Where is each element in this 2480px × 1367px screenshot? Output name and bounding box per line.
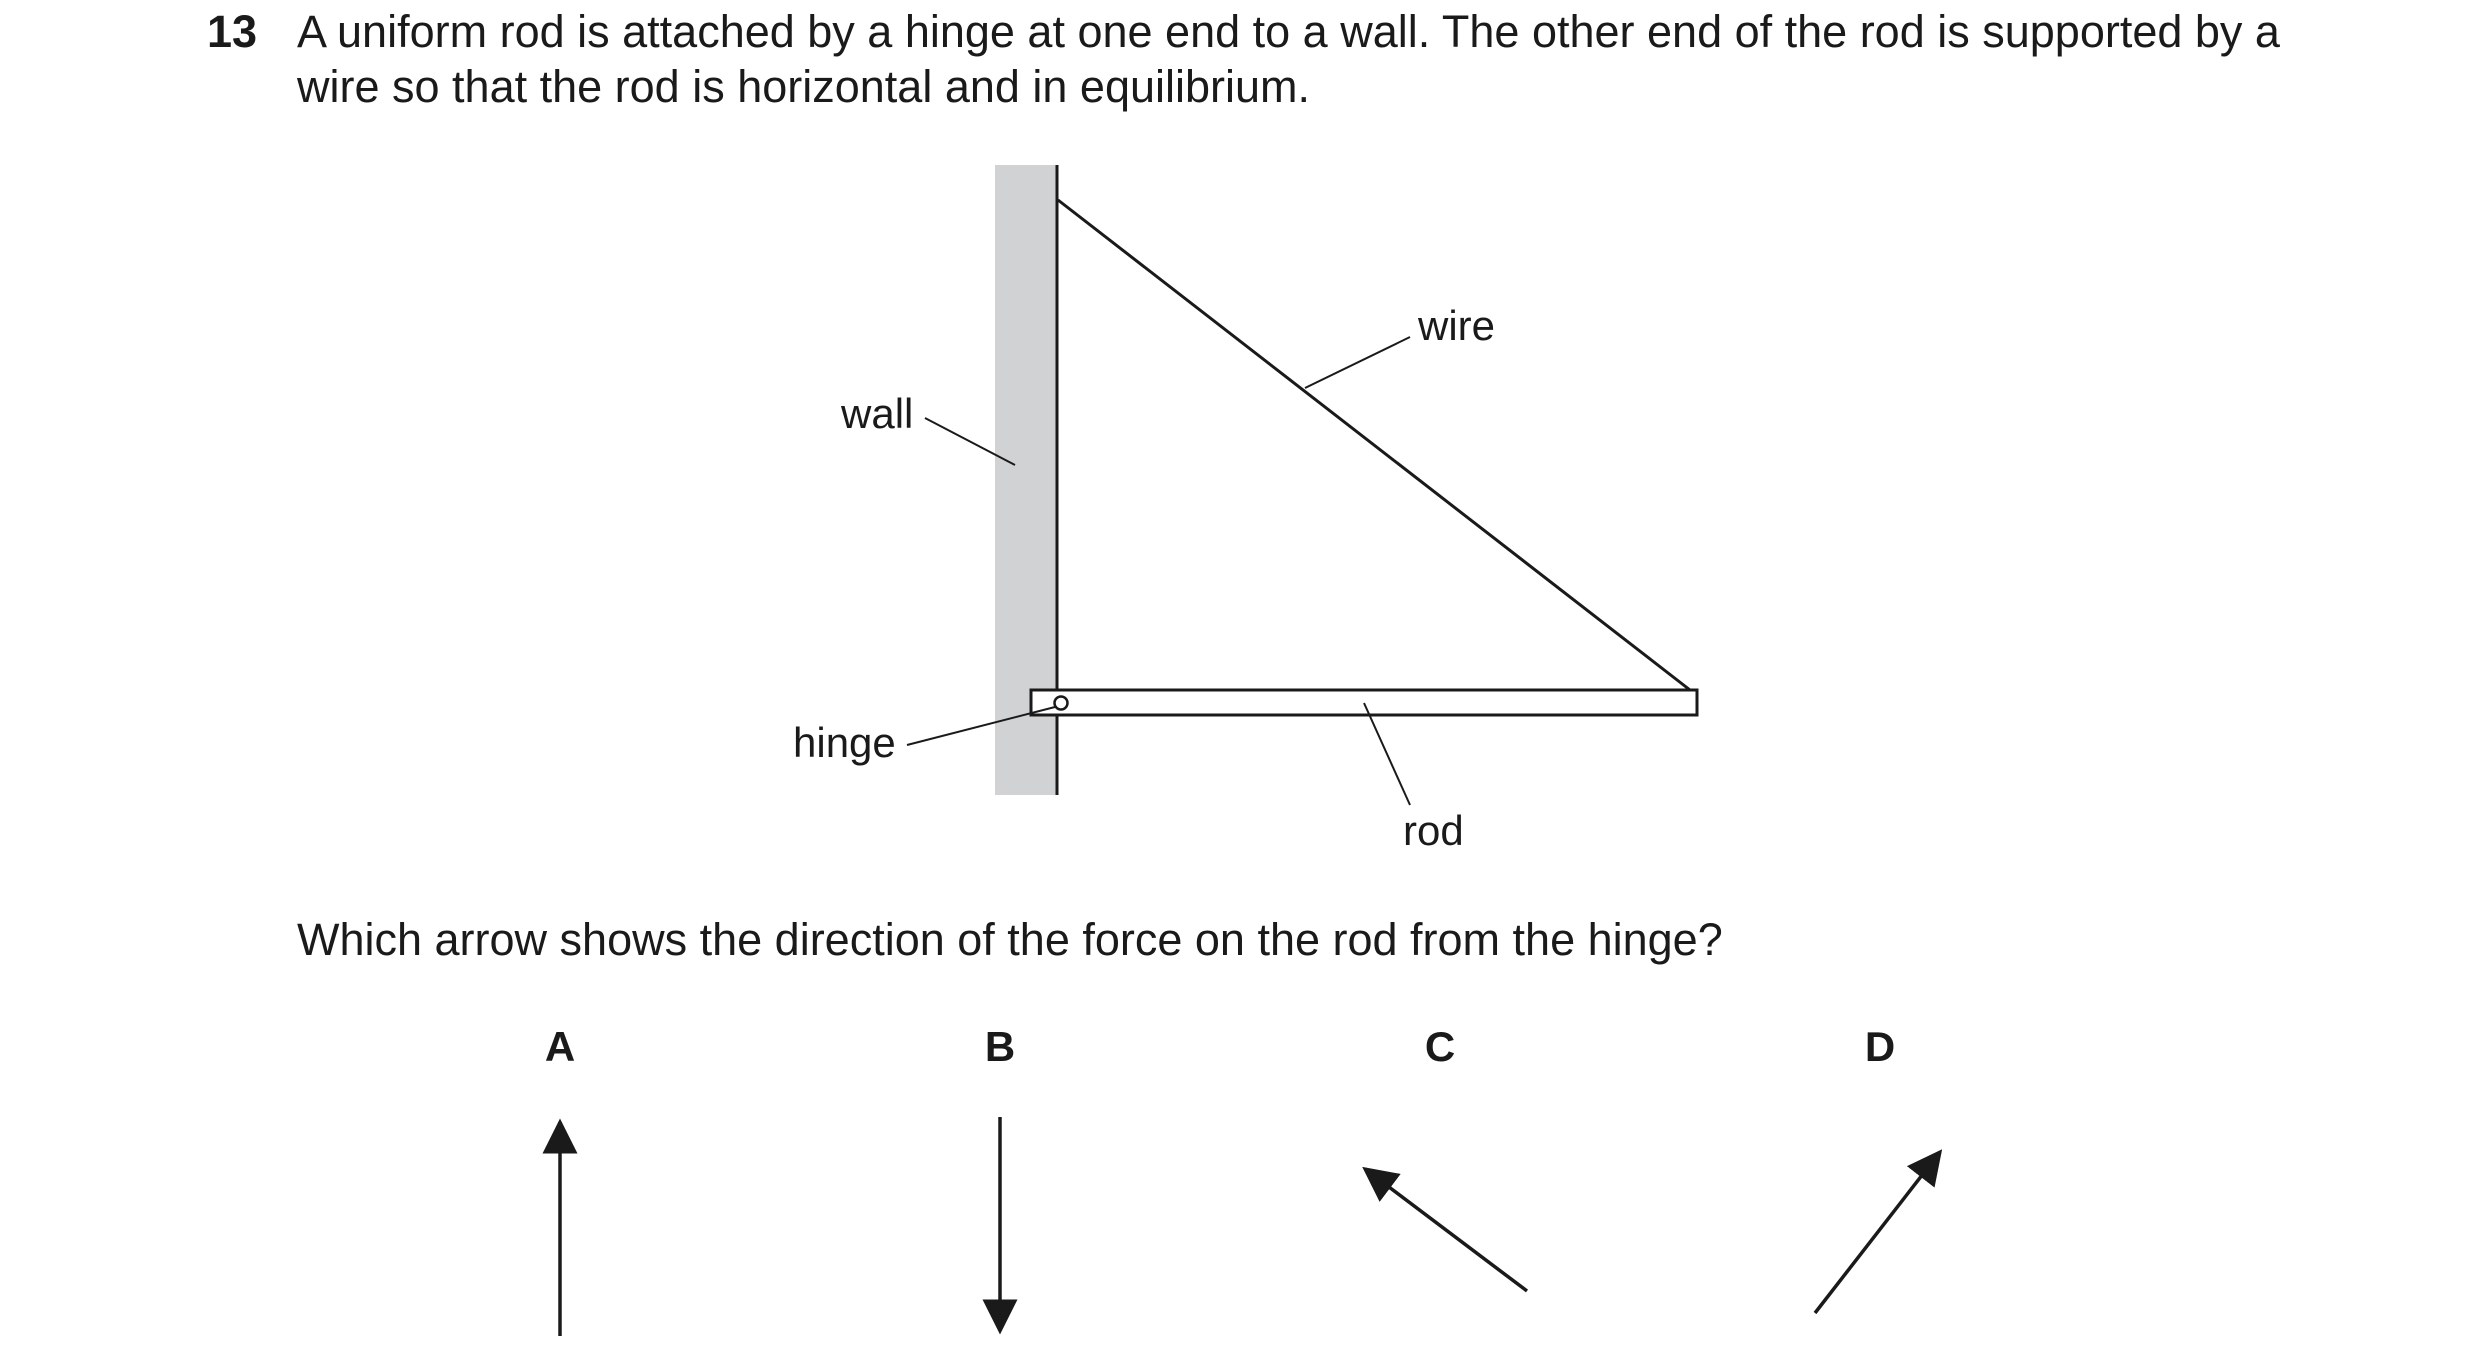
- hinge-pin: [1055, 697, 1068, 710]
- option-b[interactable]: [985, 1023, 1015, 1331]
- option-a-letter: A: [544, 1023, 576, 1070]
- option-a[interactable]: [545, 1023, 575, 1336]
- wall-label: wall: [841, 390, 914, 437]
- wire: [1058, 200, 1690, 690]
- option-c-letter: C: [1424, 1023, 1456, 1070]
- wire-label: wire: [1418, 302, 1496, 349]
- question-stem: A uniform rod is attached by a hinge at one end to a wall. The other end of the rod is supported by a wire so that the rod is horizontal and in equilibrium.: [297, 6, 2280, 112]
- hinge-label: hinge: [793, 719, 896, 766]
- rod-leader: [1364, 703, 1410, 805]
- option-d[interactable]: [1815, 1023, 1940, 1313]
- option-d-letter: D: [1864, 1023, 1896, 1070]
- question-number: 13: [207, 6, 258, 57]
- option-c[interactable]: [1365, 1023, 1527, 1291]
- rod: [1031, 690, 1697, 715]
- rod-label: rod: [1403, 807, 1464, 854]
- option-b-letter: B: [984, 1023, 1016, 1070]
- option-d-arrow: [1815, 1152, 1940, 1313]
- question-prompt: Which arrow shows the direction of the force on the rod from the hinge?: [297, 914, 1723, 965]
- wire-leader: [1305, 337, 1410, 388]
- option-c-arrow: [1365, 1169, 1527, 1291]
